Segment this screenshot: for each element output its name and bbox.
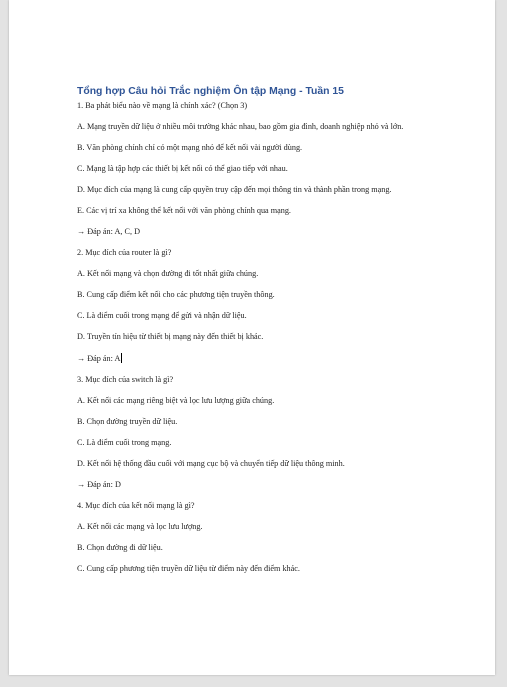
document-body[interactable] <box>77 85 427 585</box>
q1-option-b: B. Văn phòng chính chỉ có một mạng nhỏ để kết nối vài người dùng. <box>77 143 303 152</box>
q2-option-c: C. Là điểm cuối trong mạng để gửi và nhận dữ liệu. <box>77 311 247 320</box>
q2-answer-line <box>77 353 427 365</box>
text-cursor <box>121 353 122 363</box>
q3-option-c: C. Là điểm cuối trong mạng. <box>77 438 172 447</box>
q1-option-a: A. Mạng truyền dữ liệu ở nhiều môi trường khác nhau, bao gồm gia đình, doanh nghiệp nhỏ và lớn. <box>77 122 404 131</box>
q3-option-b: B. Chọn đường truyền dữ liệu. <box>77 417 178 426</box>
document-title: Tổng hợp Câu hỏi Trắc nghiệm Ôn tập Mạng - Tuần 15 <box>77 86 344 97</box>
q4-option-a: A. Kết nối các mạng và lọc lưu lượng. <box>77 522 203 531</box>
question-4: 4. Mục đích của kết nối mạng là gì? <box>77 501 195 510</box>
q3-option-a: A. Kết nối các mạng riêng biệt và lọc lưu lượng giữa chúng. <box>77 396 275 405</box>
q2-answer: → Đáp án: A <box>77 354 121 363</box>
q3-answer: → Đáp án: D <box>77 480 121 489</box>
q1-option-e: E. Các vị trí xa không thể kết nối với văn phòng chính qua mạng. <box>77 206 291 215</box>
question-3: 3. Mục đích của switch là gì? <box>77 375 174 384</box>
q4-option-c: C. Cung cấp phương tiện truyền dữ liệu từ điểm này đến điểm khác. <box>77 564 300 573</box>
q1-option-c: C. Mạng là tập hợp các thiết bị kết nối có thể giao tiếp với nhau. <box>77 164 288 173</box>
q4-option-b: B. Chọn đường đi dữ liệu. <box>77 543 163 552</box>
q2-option-b: B. Cung cấp điểm kết nối cho các phương tiện truyền thông. <box>77 290 275 299</box>
q1-answer: → Đáp án: A, C, D <box>77 227 140 236</box>
question-2: 2. Mục đích của router là gì? <box>77 248 172 257</box>
q2-option-a: A. Kết nối mạng và chọn đường đi tốt nhất giữa chúng. <box>77 269 259 278</box>
q3-option-d: D. Kết nối hệ thống đầu cuối với mạng cục bộ và chuyển tiếp dữ liệu thông minh. <box>77 459 345 468</box>
document-page[interactable] <box>9 0 495 675</box>
question-1: 1. Ba phát biểu nào về mạng là chính xác? (Chọn 3) <box>77 101 248 110</box>
q2-option-d: D. Truyền tín hiệu từ thiết bị mạng này đến thiết bị khác. <box>77 332 264 341</box>
q1-option-d: D. Mục đích của mạng là cung cấp quyền truy cập đến mọi thông tin và thành phần trong mạng. <box>77 185 392 194</box>
